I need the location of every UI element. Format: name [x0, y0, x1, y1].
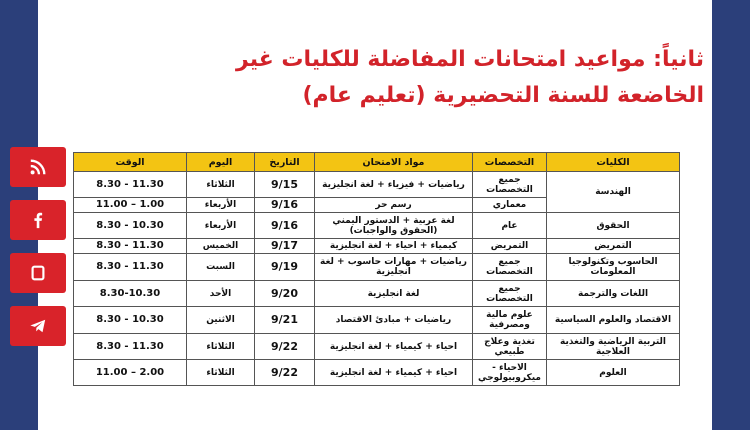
cell-day: السبت: [187, 254, 255, 281]
cell-date: 9/16: [255, 213, 315, 239]
cell-subjects: كيمياء + احياء + لغة انجليزية: [315, 239, 473, 254]
cell-college: التربية الرياضية والتغذية العلاجية: [547, 334, 680, 360]
cell-date: 9/22: [255, 360, 315, 386]
table-row: [74, 334, 680, 360]
header-date: التاريخ: [255, 153, 315, 172]
cell-day: الأربعاء: [187, 213, 255, 239]
cell-date: 9/15: [255, 172, 315, 198]
cell-college: العلوم: [547, 360, 680, 386]
cell-date: 9/22: [255, 334, 315, 360]
cell-day: الثلاثاء: [187, 360, 255, 386]
cell-day: الأحد: [187, 281, 255, 307]
cell-specialization: جميع التخصصات: [473, 172, 547, 198]
cell-subjects: لغة عربية + الدستور اليمني (الحقوق والواجبات): [315, 213, 473, 239]
rss-button[interactable]: [10, 147, 66, 187]
title-line-2: الخاضعة للسنة التحضيرية (تعليم عام): [302, 83, 704, 108]
cell-specialization: جميع التخصصات: [473, 281, 547, 307]
cell-college: اللغات والترجمة: [547, 281, 680, 307]
cell-specialization: معماري: [473, 198, 547, 213]
table-row: [74, 254, 680, 281]
cell-specialization: جميع التخصصات: [473, 254, 547, 281]
table-row: [74, 213, 680, 239]
mobile-button[interactable]: [10, 253, 66, 293]
cell-subjects: رياضيات + فيزياء + لغة انجليزية: [315, 172, 473, 198]
exam-schedule-table: [73, 152, 680, 386]
cell-day: الأربعاء: [187, 198, 255, 213]
table-row: [74, 172, 680, 198]
cell-subjects: رسم حر: [315, 198, 473, 213]
header-specialization: التخصصات: [473, 153, 547, 172]
cell-time: 11.30 - 8.30: [74, 254, 187, 281]
table-row: [74, 307, 680, 334]
cell-date: 9/21: [255, 307, 315, 334]
table-row: [74, 239, 680, 254]
cell-subjects: لغة انجليزية: [315, 281, 473, 307]
cell-time: 1.00 – 11.00: [74, 198, 187, 213]
rss-icon: [29, 158, 47, 176]
cell-specialization: الاحياء - ميكروبيولوجي: [473, 360, 547, 386]
telegram-icon: [29, 317, 47, 335]
cell-specialization: تغذية وعلاج طبيعي: [473, 334, 547, 360]
facebook-button[interactable]: [10, 200, 66, 240]
cell-college: الاقتصاد والعلوم السياسية: [547, 307, 680, 334]
header-college: الكليات: [547, 153, 680, 172]
cell-time: 8.30-10.30: [74, 281, 187, 307]
table-row: [74, 281, 680, 307]
table-header-row: [74, 153, 680, 172]
cell-day: الثلاثاء: [187, 172, 255, 198]
cell-college: الحاسوب وتكنولوجيا المعلومات: [547, 254, 680, 281]
cell-college: الهندسة: [547, 172, 680, 213]
cell-day: الخميس: [187, 239, 255, 254]
cell-date: 9/17: [255, 239, 315, 254]
telegram-button[interactable]: [10, 306, 66, 346]
right-border: [712, 0, 750, 430]
cell-time: 2.00 – 11.00: [74, 360, 187, 386]
header-day: اليوم: [187, 153, 255, 172]
cell-time: 10.30 - 8.30: [74, 213, 187, 239]
cell-subjects: رياضيات + مهارات حاسوب + لغة انجليزية: [315, 254, 473, 281]
title-line-1: ثانياً: مواعيد امتحانات المفاضلة للكليات غير: [236, 47, 704, 72]
page-title: [64, 42, 704, 114]
cell-subjects: احياء + كيمياء + لغة انجليزية: [315, 334, 473, 360]
facebook-icon: [29, 211, 47, 229]
table-row: [74, 360, 680, 386]
cell-specialization: علوم مالية ومصرفية: [473, 307, 547, 334]
cell-time: 11.30 - 8.30: [74, 172, 187, 198]
cell-time: 11.30 - 8.30: [74, 334, 187, 360]
cell-time: 11.30 - 8.30: [74, 239, 187, 254]
cell-subjects: احياء + كيمياء + لغة انجليزية: [315, 360, 473, 386]
cell-specialization: التمريض: [473, 239, 547, 254]
cell-time: 10.30 - 8.30: [74, 307, 187, 334]
header-time: الوقت: [74, 153, 187, 172]
cell-date: 9/16: [255, 198, 315, 213]
cell-college: التمريض: [547, 239, 680, 254]
cell-date: 9/20: [255, 281, 315, 307]
cell-college: الحقوق: [547, 213, 680, 239]
cell-day: الاثنين: [187, 307, 255, 334]
cell-day: الثلاثاء: [187, 334, 255, 360]
cell-specialization: عام: [473, 213, 547, 239]
header-subjects: مواد الامتحان: [315, 153, 473, 172]
cell-date: 9/19: [255, 254, 315, 281]
mobile-icon: [29, 264, 47, 282]
cell-subjects: رياضيات + مبادئ الاقتصاد: [315, 307, 473, 334]
